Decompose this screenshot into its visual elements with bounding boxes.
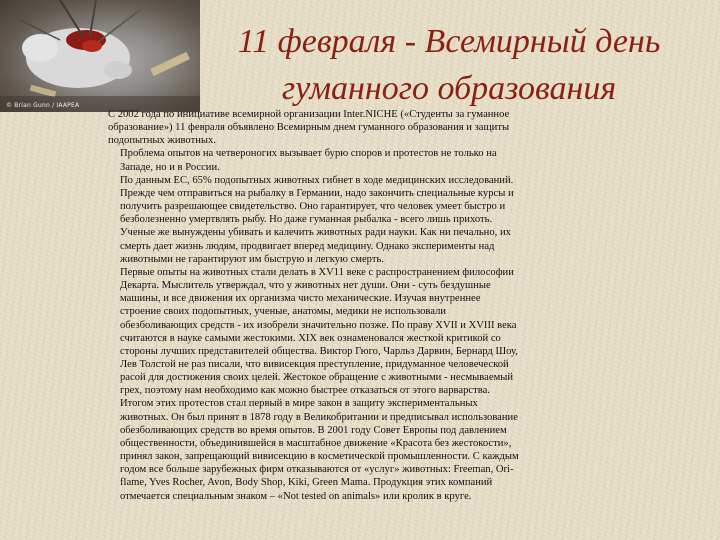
text-line: расой для достижения своих целей. Жестокое обращение с животными - несмываемый <box>120 372 514 384</box>
text-line: общественности, объединившейся в масштабное движение «Красота без жестокости», <box>120 437 512 449</box>
text-line: смерть дает жизнь людям, продвигает вперед медицину. Однако эксперименты над <box>120 240 495 252</box>
text-line: подопытных животных. <box>108 135 216 147</box>
text-line: отмечается специальным знаком – «Not tested on animals» или кролик в круге. <box>120 490 472 502</box>
text-line: животными не гарантируют им быструю и легкую смерть. <box>120 253 384 265</box>
paragraph-fishing <box>108 187 700 266</box>
text-line: годом все больше зарубежных фирм отказываются от «услуг» животных: Freeman, Ori- <box>120 464 514 476</box>
text-line: Первые опыты на животных стали делать в XV11 веке с распространением философии <box>120 266 514 278</box>
paragraph-history <box>108 266 700 503</box>
text-line: машины, и все движения их организма чисто механические. Изучая внутреннее <box>120 293 481 305</box>
photo-credit: © Brian Gunn / IAAPEA <box>6 102 80 109</box>
text-line: грех, поэтому нам необходимо как можно быстрее отказаться от этого варварства. <box>120 385 490 397</box>
text-line: безболезненно умертвлять рыбу. Но даже гуманная рыбалка - всего лишь прихоть. <box>120 214 493 226</box>
text-line: считаются в науке самыми жестокими. XIX век ознаменовался жесткой критикой со <box>120 332 501 344</box>
title-line-2: гуманного образования <box>281 70 617 107</box>
text-line: Декарта. Мыслитель утверждал, что у животных нет души. Они - суть бездушные <box>120 280 491 292</box>
text-line: образование») 11 февраля объявлено Всемирным днем гуманного образования и защиты <box>108 122 510 134</box>
photo-illustration <box>0 0 200 112</box>
paragraph-problem <box>108 147 700 173</box>
article-body <box>108 108 700 503</box>
text-line: По данным ЕС, 65% подопытных животных гибнет в ходе медицинских исследований. <box>120 174 514 186</box>
text-line: Ученые же вынуждены убивать и калечить животных ради науки. Как ни печально, их <box>120 227 511 239</box>
text-line: Лев Толстой не раз писали, что вивисекция преступление, придуманное человеческой <box>120 358 509 370</box>
text-line: flame, Yves Rocher, Avon, Body Shop, Kiki, Green Mama. Продукция этих компаний <box>120 477 493 489</box>
paragraph-initiative <box>108 108 700 147</box>
text-line: животных. Он был принят в 1878 году в Великобритании и предписывал использование <box>120 411 518 423</box>
text-line: Западе, но и в России. <box>120 161 220 173</box>
animal-testing-photo <box>0 0 200 112</box>
text-line: Прежде чем отправиться на рыбалку в Германии, надо закончить специальные курсы и <box>120 187 514 199</box>
text-line: Итогом этих протестов стал первый в мире закон в защиту экспериментальных <box>120 398 478 410</box>
text-line: С 2002 года по инициативе всемирной организации Inter.NICHE («Студенты за гуманное <box>108 109 510 120</box>
text-line: стороны лучших представителей общества. Виктор Гюго, Чарльз Дарвин, Бернард Шоу, <box>120 345 518 357</box>
text-line: получить разрешающее свидетельство. Оно гарантирует, что человек умеет быстро и <box>120 201 506 213</box>
text-line: обезболивающих средств во время опытов. В 2001 году Совет Европы под давлением <box>120 424 507 436</box>
text-line: обезболивающих средств - их изобрели значительно позже. По праву XVII и XVIII века <box>120 319 517 331</box>
title-line-1: 11 февраля - Всемирный день <box>237 23 661 60</box>
text-line: строение своих подопытных, ученые, анатомы, медики не использовали <box>120 306 447 318</box>
paragraph-eu-statistics <box>108 174 700 187</box>
text-line: принял закон, запрещающий вивисекцию в косметической промышленности. С каждым <box>120 451 519 463</box>
text-line: Проблема опытов на четвероногих вызывает бурю споров и протестов не только на <box>120 148 497 160</box>
page-title <box>196 18 702 112</box>
